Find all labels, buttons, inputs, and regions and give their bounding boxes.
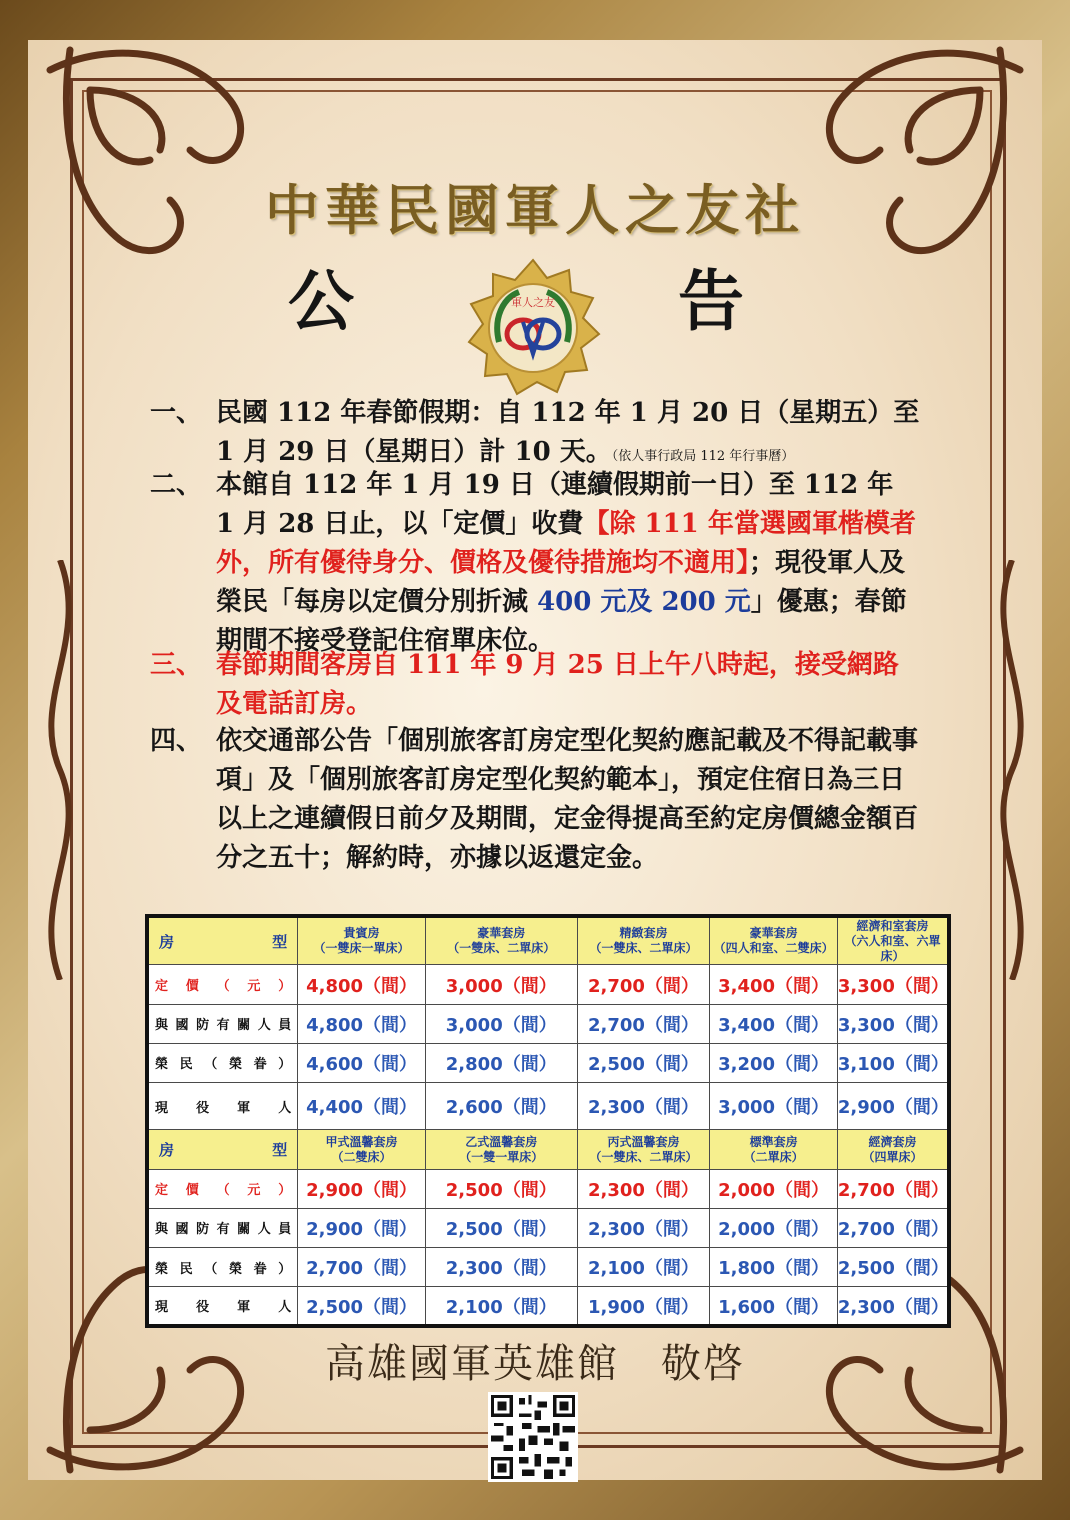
table-row [147, 1287, 949, 1326]
clause-segment: 依交通部公告「個別旅客訂房定型化契約應記載及不得記載事項」及「個別旅客訂房定型化契約範本」，預定住宿日為三日以上之連續假日前夕及期間，定金得提高至約定房價總金額百分之五十；解約時，亦據以返還定金。 [216, 726, 919, 873]
emblem-text: 軍人之友 [511, 296, 555, 309]
row-label: 榮民（榮眷） [147, 1043, 298, 1082]
room-type-name: 標準套房 [749, 1134, 798, 1149]
row-label: 定 價 （ 元 ） [147, 965, 298, 1004]
clause-4 [150, 722, 920, 878]
rate-cell: 3,100（間） [837, 1043, 949, 1082]
room-type-name: 豪華套房 [749, 926, 798, 941]
room-type-header [837, 1130, 949, 1169]
room-type-bed-note: （二單床） [743, 1149, 804, 1164]
room-type-header [710, 916, 838, 965]
rate-cell: 3,000（間） [425, 965, 577, 1004]
rate-cell: 2,700（間） [577, 1004, 710, 1043]
clause-text [216, 394, 920, 476]
room-rates-table [145, 914, 951, 1328]
row-label: 榮民（榮眷） [147, 1248, 298, 1287]
clause-segment: ；現役軍人及榮民「每房以定價分別折減 [216, 548, 906, 617]
room-type-bed-note: （四單床） [862, 1149, 923, 1164]
clause-number: 二、 [150, 470, 203, 500]
rate-cell: 2,300（間） [425, 1248, 577, 1287]
room-type-header [710, 1130, 838, 1169]
rate-cell: 2,000（間） [710, 1208, 838, 1247]
clause-segment: 本館自 112 年 1 月 19 日（連續假期前一日）至 112 年 1 月 28 日止，以「定價」收費 [216, 470, 894, 539]
room-type-name: 經濟和室套房 [856, 918, 929, 933]
side-ornament-left [30, 560, 90, 980]
organization-emblem [458, 258, 608, 398]
rate-cell: 2,300（間） [577, 1169, 710, 1208]
room-type-name: 經濟套房 [868, 1134, 917, 1149]
rate-cell: 1,800（間） [710, 1248, 838, 1287]
row-label: 現 役 軍 人 [147, 1083, 298, 1130]
rate-cell: 2,900（間） [298, 1169, 426, 1208]
rate-cell: 3,300（間） [837, 1004, 949, 1043]
organization-title: 中華民國軍人之友社 [265, 178, 805, 242]
table-header-row [147, 1130, 949, 1169]
rate-cell: 3,400（間） [710, 965, 838, 1004]
room-type-bed-note: （四人和室、二雙床） [713, 941, 834, 956]
rate-cell: 2,700（間） [837, 1208, 949, 1247]
clause-number: 三、 [150, 650, 203, 680]
rate-cell: 3,300（間） [837, 965, 949, 1004]
room-type-name: 精緻套房 [619, 926, 668, 941]
room-type-name: 甲式溫馨套房 [325, 1134, 398, 1149]
rate-cell: 2,300（間） [577, 1208, 710, 1247]
clause-number: 一、 [150, 398, 203, 428]
clause-segment: 春節期間客房自 111 年 9 月 25 日上午八時起，接受網路及電話訂房。 [216, 650, 899, 719]
room-type-name: 豪華套房 [477, 926, 526, 941]
table-row [147, 1248, 949, 1287]
rate-cell: 3,000（間） [710, 1083, 838, 1130]
rate-cell: 2,600（間） [425, 1083, 577, 1130]
room-type-bed-note: （一雙床、二單床） [447, 941, 556, 956]
rate-cell: 2,000（間） [710, 1169, 838, 1208]
signature: 高雄國軍英雄館 敬啓 [325, 1341, 745, 1387]
clause-1 [150, 394, 920, 476]
table-row [147, 1169, 949, 1208]
rate-cell: 2,700（間） [577, 965, 710, 1004]
table-row [147, 1208, 949, 1247]
room-type-name: 貴賓房 [343, 926, 380, 941]
room-type-bed-note: （一雙一單床） [459, 1149, 544, 1164]
table-row [147, 1043, 949, 1082]
rate-cell: 2,300（間） [837, 1287, 949, 1326]
clause-text [216, 466, 920, 661]
rate-cell: 2,500（間） [837, 1248, 949, 1287]
row-label: 現 役 軍 人 [147, 1287, 298, 1326]
rate-cell: 2,700（間） [298, 1248, 426, 1287]
rate-cell: 2,500（間） [577, 1043, 710, 1082]
rate-cell: 2,300（間） [577, 1083, 710, 1130]
rate-cell: 2,900（間） [298, 1208, 426, 1247]
rate-cell: 2,800（間） [425, 1043, 577, 1082]
rate-cell: 2,100（間） [425, 1287, 577, 1326]
clause-segment: 400 元及 200 元 [537, 587, 751, 617]
room-type-header [298, 916, 426, 965]
clause-segment: 民國 112 年春節假期：自 112 年 1 月 20 日（星期五）至 1 月 29 日（星期日）計 10 天。 [216, 398, 920, 467]
room-type-bed-note: （一雙床、二單床） [589, 941, 698, 956]
room-type-header [425, 916, 577, 965]
room-type-header [837, 916, 949, 965]
table-header-row [147, 916, 949, 965]
room-type-bed-note: （二雙床） [331, 1149, 392, 1164]
side-ornament-right [982, 560, 1042, 980]
row-label: 與國防有關人員 [147, 1208, 298, 1247]
rate-cell: 4,800（間） [298, 965, 426, 1004]
rate-cell: 3,400（間） [710, 1004, 838, 1043]
clause-text [216, 646, 920, 724]
qr-code [488, 1392, 578, 1482]
clause-footnote: （依人事行政局 112 年行事曆） [611, 449, 795, 464]
room-type-header [425, 1130, 577, 1169]
clause-segment: 」優惠；春節期間不接受登記住宿單床位。 [216, 587, 907, 656]
clause-3 [150, 646, 920, 724]
room-type-header [577, 1130, 710, 1169]
rate-cell: 4,600（間） [298, 1043, 426, 1082]
rate-cell: 2,500（間） [425, 1208, 577, 1247]
room-type-name: 乙式溫馨套房 [465, 1134, 538, 1149]
rate-cell: 4,800（間） [298, 1004, 426, 1043]
room-type-bed-note: （六人和室、六單床） [844, 933, 941, 963]
rate-cell: 1,900（間） [577, 1287, 710, 1326]
rate-cell: 2,500（間） [425, 1169, 577, 1208]
clause-2 [150, 466, 920, 661]
rate-cell: 3,000（間） [425, 1004, 577, 1043]
room-type-name: 丙式溫馨套房 [607, 1134, 680, 1149]
room-type-label: 房 型 [147, 916, 298, 965]
rate-cell: 2,100（間） [577, 1248, 710, 1287]
room-type-header [577, 916, 710, 965]
row-label: 定 價 （ 元 ） [147, 1169, 298, 1208]
clause-segment: 【除 111 年當選國軍楷模者外，所有優待身分、價格及優待措施均不適用】 [216, 509, 916, 578]
room-type-header [298, 1130, 426, 1169]
rate-cell: 4,400（間） [298, 1083, 426, 1130]
heading-right-char: 告 [678, 262, 744, 340]
rate-cell: 2,900（間） [837, 1083, 949, 1130]
row-label: 與國防有關人員 [147, 1004, 298, 1043]
rate-cell: 2,700（間） [837, 1169, 949, 1208]
rate-cell: 3,200（間） [710, 1043, 838, 1082]
room-type-bed-note: （一雙床一單床） [313, 941, 410, 956]
heading-left-char: 公 [288, 262, 354, 340]
room-type-bed-note: （一雙床、二單床） [589, 1149, 698, 1164]
rate-cell: 1,600（間） [710, 1287, 838, 1326]
rate-cell: 2,500（間） [298, 1287, 426, 1326]
table-row [147, 1004, 949, 1043]
clause-text [216, 722, 920, 878]
table-row [147, 1083, 949, 1130]
clause-number: 四、 [150, 726, 203, 756]
table-row [147, 965, 949, 1004]
room-type-label: 房 型 [147, 1130, 298, 1169]
